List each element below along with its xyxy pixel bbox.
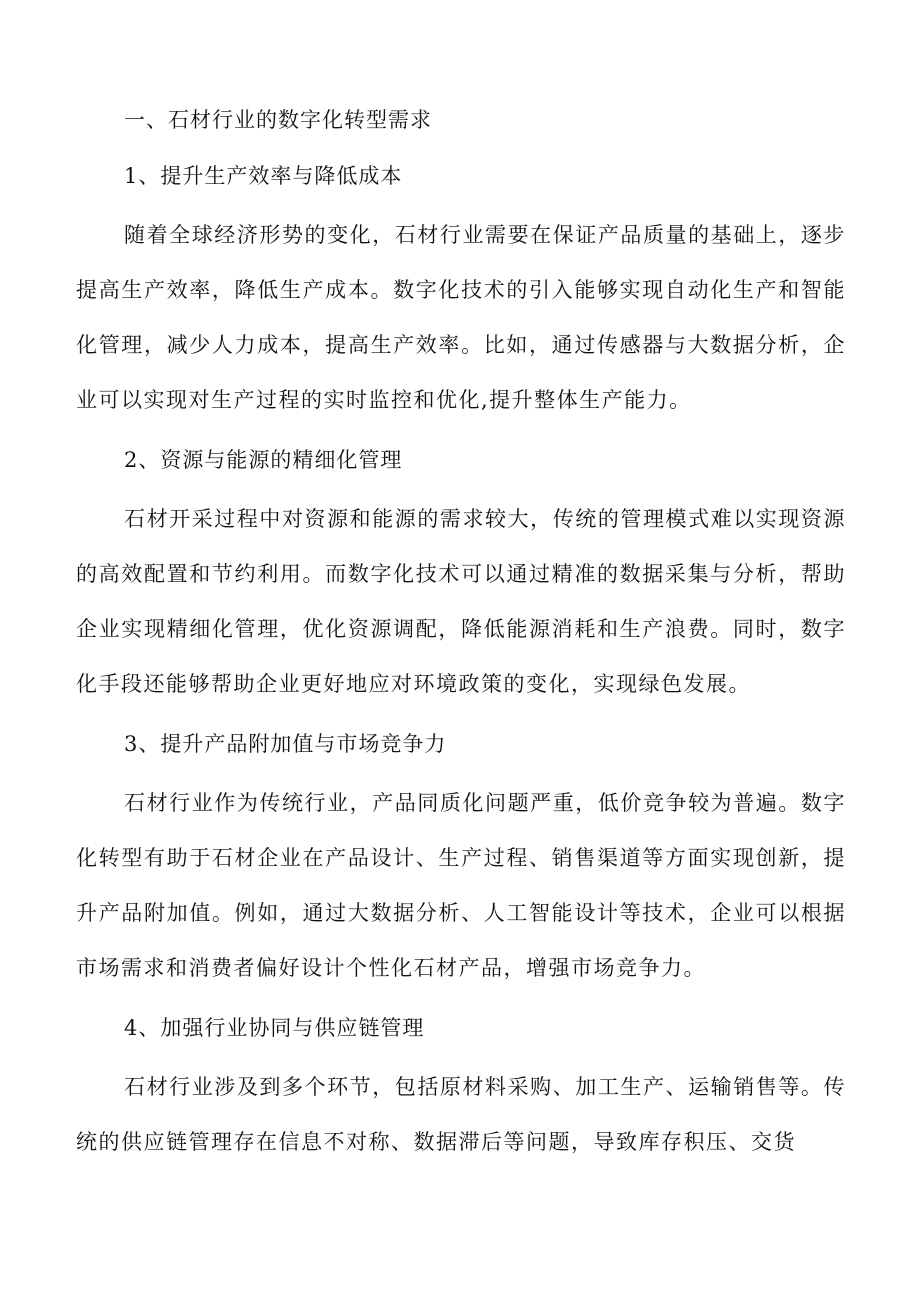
subsection-paragraph-2: 石材开采过程中对资源和能源的需求较大，传统的管理模式难以实现资源的高效配置和节约利用。而数字化技术可以通过精准的数据采集与分析，帮助企业实现精细化管理，优化资源调配，降低能源消耗和生产浪费。同时，数字化手段还能够帮助企业更好地应对环境政策的变化，实现绿色发展。 <box>76 507 846 696</box>
subsection-paragraph-3: 石材行业作为传统行业，产品同质化问题严重，低价竞争较为普遍。数字化转型有助于石材企业在产品设计、生产过程、销售渠道等方面实现创新，提升产品附加值。例如，通过大数据分析、人工智能设计等技术，企业可以根据市场需求和消费者偏好设计个性化石材产品，增强市场竞争力。 <box>76 791 846 980</box>
document-page <box>76 96 846 1170</box>
section-title: 一、石材行业的数字化转型需求 <box>124 108 432 132</box>
subsection-heading-2: 2、资源与能源的精细化管理 <box>124 448 403 472</box>
subsection-paragraph-1: 随着全球经济形势的变化，石材行业需要在保证产品质量的基础上，逐步提高生产效率，降低生产成本。数字化技术的引入能够实现自动化生产和智能化管理，减少人力成本，提高生产效率。比如，通过传感器与大数据分析，企业可以实现对生产过程的实时监控和优化,提升整体生产能力。 <box>76 223 846 412</box>
subsection-heading-1: 1、提升生产效率与降低成本 <box>124 164 403 188</box>
subsection-paragraph-4: 石材行业涉及到多个环节，包括原材料采购、加工生产、运输销售等。传统的供应链管理存在信息不对称、数据滞后等问题，导致库存积压、交货 <box>76 1075 846 1154</box>
subsection-heading-4: 4、加强行业协同与供应链管理 <box>124 1016 425 1040</box>
subsection-heading-3: 3、提升产品附加值与市场竞争力 <box>124 732 447 756</box>
